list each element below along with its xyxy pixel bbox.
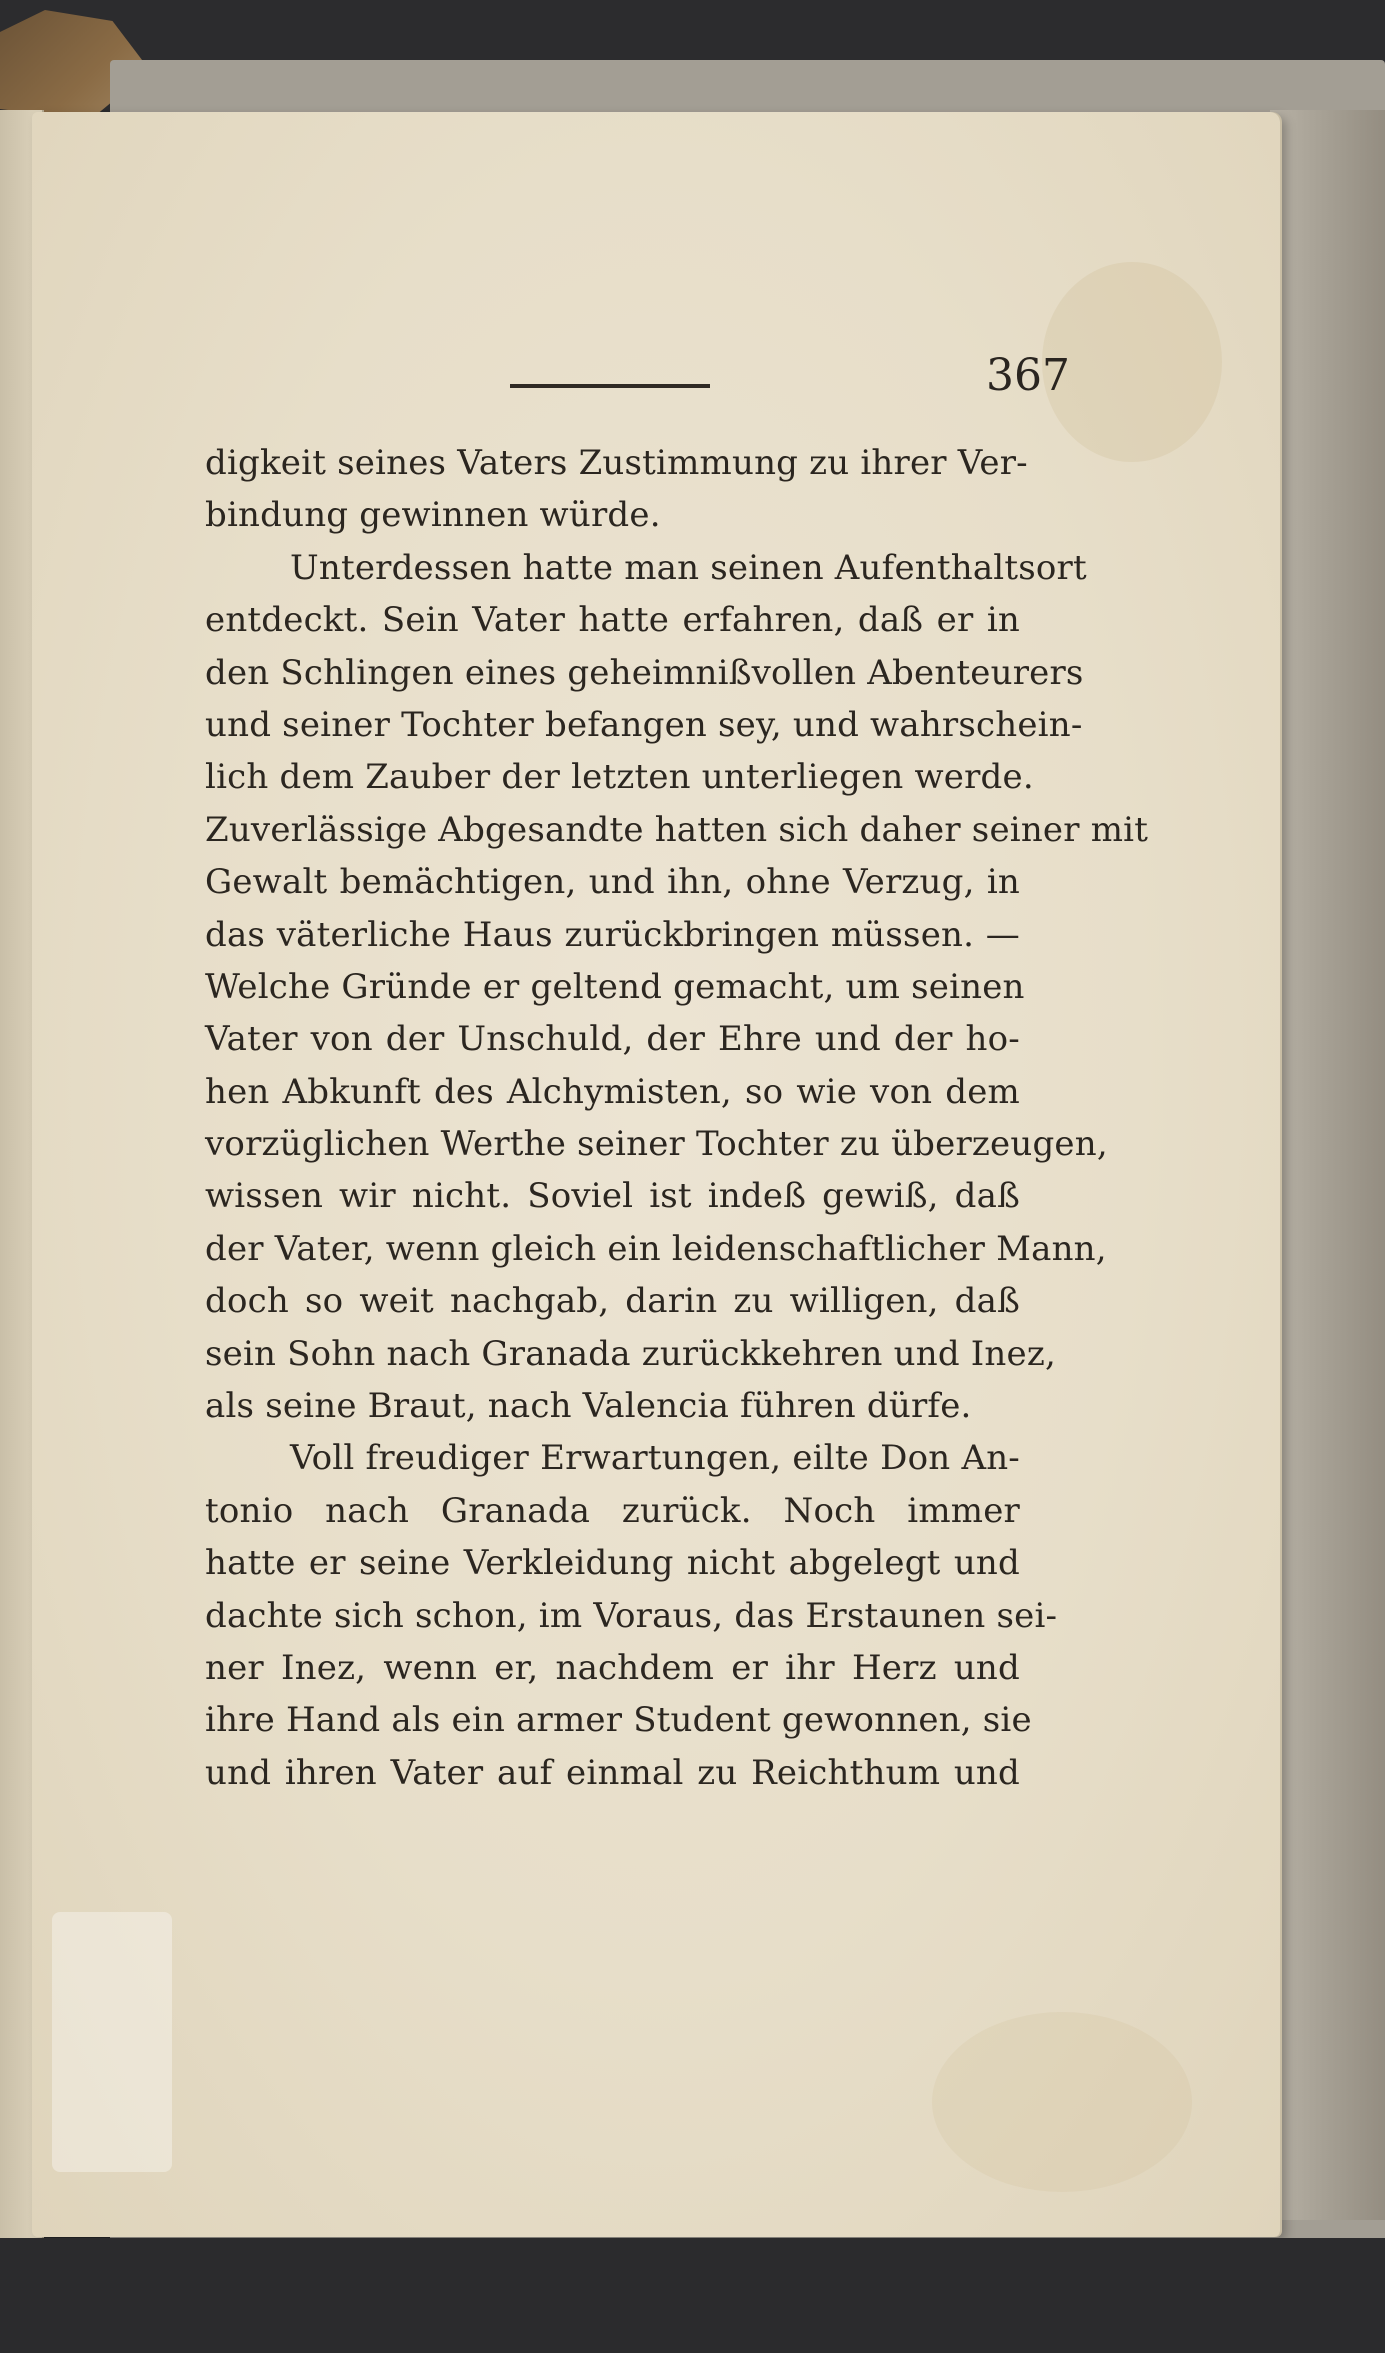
text-line: Vater von der Unschuld, der Ehre und der ho- [205, 1019, 1020, 1060]
text-line: den Schlingen eines geheimnißvollen Abenteurers [205, 652, 1084, 693]
text-line: tonio nach Granada zurück. Noch immer [205, 1490, 1020, 1531]
scan-bottom-edge [0, 2238, 1385, 2353]
text-line: lich dem Zauber der letzten unterliegen werde. [205, 757, 1034, 798]
text-line: dachte sich schon, im Voraus, das Erstaunen sei- [205, 1595, 1058, 1636]
text-line: digkeit seines Vaters Zustimmung zu ihrer Ver- [205, 443, 1028, 483]
text-line: Welche Gründe er geltend gemacht, um seinen [205, 966, 1025, 1007]
text-line: Zuverlässige Abgesandte hatten sich daher seiner mit [205, 809, 1149, 850]
text-line: vorzüglichen Werthe seiner Tochter zu überzeugen, [205, 1124, 1108, 1165]
paper-stain [52, 1912, 172, 2172]
text-line: ihre Hand als ein armer Student gewonnen, sie [205, 1700, 1032, 1741]
text-line: und ihren Vater auf einmal zu Reichthum und [205, 1752, 1020, 1793]
header-rule [510, 384, 710, 388]
text-line: hen Abkunft des Alchymisten, so wie von dem [205, 1071, 1020, 1112]
paper-stain [932, 2012, 1192, 2192]
text-line: entdeckt. Sein Vater hatte erfahren, daß er in [205, 600, 1020, 641]
page-number: 367 [986, 350, 1070, 401]
text-line: ner Inez, wenn er, nachdem er ihr Herz und [205, 1647, 1020, 1688]
text-line: das väterliche Haus zurückbringen müssen. — [205, 914, 1020, 955]
text-line: Unterdessen hatte man seinen Aufenthaltsort [290, 547, 1087, 588]
text-line: Gewalt bemächtigen, und ihn, ohne Verzug, in [205, 862, 1020, 903]
text-line: hatte er seine Verkleidung nicht abgelegt und [205, 1543, 1020, 1584]
text-line: und seiner Tochter befangen sey, und wahrschein- [205, 704, 1083, 745]
text-line: bindung gewinnen würde. [205, 495, 661, 536]
text-line: sein Sohn nach Granada zurückkehren und Inez, [205, 1333, 1056, 1374]
text-line: als seine Braut, nach Valencia führen dürfe. [205, 1386, 972, 1427]
text-line: Voll freudiger Erwartungen, eilte Don An- [290, 1438, 1020, 1479]
back-board-edge [1270, 110, 1385, 2220]
text-line: wissen wir nicht. Soviel ist indeß gewiß, daß [205, 1176, 1020, 1217]
body-text [205, 437, 1149, 1799]
text-line: doch so weit nachgab, darin zu willigen, daß [205, 1281, 1020, 1322]
text-line: der Vater, wenn gleich ein leidenschaftlicher Mann, [205, 1228, 1107, 1269]
